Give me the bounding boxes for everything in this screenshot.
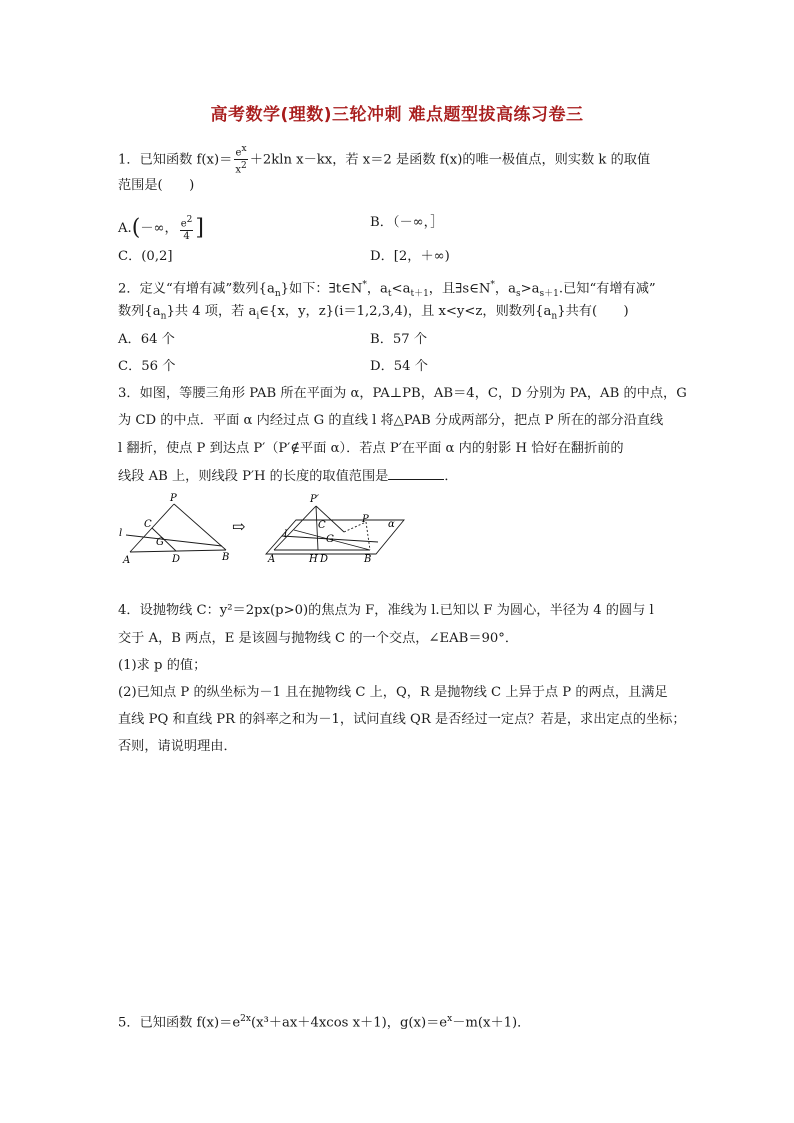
q2-l1-a: 2．定义“有增有减”数列{a (118, 281, 275, 297)
q1-line2: 范围是( ) (118, 178, 195, 193)
q3-line3: l 翻折，使点 P 到达点 P′（P′∉平面 α）．若点 P′在平面 α 内的射影 H 恰好在翻折前的 (118, 441, 624, 456)
fig2-label-A: A (268, 554, 276, 565)
q4-part2-line2: 直线 PQ 和直线 PR 的斜率之和为－1，试问直线 QR 是否经过一定点？若是，求出定点的坐标； (118, 712, 686, 727)
q1-line1 (118, 143, 650, 177)
q5-a: 5．已知函数 f(x)＝e (118, 1015, 241, 1031)
fig-arrow-icon: ⇨ (232, 517, 246, 536)
q4-part1: (1)求 p 的值； (118, 658, 207, 673)
fig2-dashed-PB (366, 522, 370, 550)
q2-l2-c: ∈{x，y，z}(i＝1,2,3,4)，且 x<y<z，则数列{a (259, 304, 552, 319)
q1-option-c: C．(0,2] (118, 249, 173, 264)
q1-frac-den-sup: 2 (240, 161, 247, 172)
q1-option-a-num-sup: 2 (186, 215, 193, 225)
fig-label-G: G (156, 537, 164, 548)
q2-option-c: C．56 个 (118, 359, 176, 374)
q1-option-d: D．[2，＋∞) (370, 249, 450, 264)
q2-l1-sup-star2: * (490, 280, 495, 290)
fig2-label-H: H (309, 554, 318, 565)
q2-l2-sub-i: i (256, 311, 260, 322)
q2-l1-sub-t1: t＋1 (410, 289, 429, 300)
q1-suffix: ＋2kln x－kx，若 x＝2 是函数 f(x)的唯一极值点，则实数 k 的取值 (249, 152, 651, 168)
q1-option-a-den: 4 (183, 231, 190, 243)
q1-frac-num-sup: x (241, 144, 247, 154)
fig2-label-G: G (326, 534, 334, 545)
q1-option-a: A.(－∞， $\frac{e^2}{4}$ ] (118, 215, 204, 243)
q2-option-d: D．54 个 (370, 359, 428, 374)
fig-label-C: C (144, 519, 152, 530)
q4-line2: 交于 A，B 两点，E 是该圆与抛物线 C 的一个交点，∠EAB＝90°． (118, 631, 519, 646)
q1-option-a-fraction (180, 214, 194, 243)
q3-line1: 3．如图，等腰三角形 PAB 所在平面为 α，PA⊥PB，AB＝4，C，D 分别为 PA，AB 的中点，G (118, 386, 687, 401)
q2-l2-sub-n2: n (551, 311, 558, 322)
q2-l1-sup-star: * (362, 280, 367, 290)
q2-line1 (118, 276, 656, 303)
q4-part2-line1: (2)已知点 P 的纵坐标为－1 且在抛物线 C 上，Q，R 是抛物线 C 上异于点 P 的两点，且满足 (118, 685, 668, 700)
fig-label-B: B (222, 552, 230, 563)
q1-option-b: B．（－∞，］ (370, 215, 444, 230)
q3-line4-end: ． (444, 469, 458, 484)
fig2-label-l: l (284, 529, 288, 540)
q3-line2: 为 CD 的中点．平面 α 内经过点 G 的直线 l 将△PAB 分成两部分，把点 P 所在的部分沿直线 (118, 413, 664, 428)
q1-option-a-left: －∞， (140, 221, 178, 237)
q2-option-b: B．57 个 (370, 332, 428, 347)
q2-l2-sub-n: n (160, 311, 167, 322)
q3-line4-text: 线段 AB 上，则线段 P′H 的长度的取值范围是 (118, 469, 389, 484)
q2-l2-b: }共 4 项，若 a (166, 304, 257, 319)
fig-line-AB (130, 550, 226, 552)
fig-label-P: P (170, 493, 177, 504)
q5-sup1: 2x (240, 1014, 251, 1024)
q2-l1-d: <a (391, 281, 411, 297)
q2-l1-e: ，且∃s∈N (428, 281, 491, 297)
q3-line4 (118, 467, 458, 486)
q1-frac-den: x (235, 164, 241, 176)
q4-line1: 4．设抛物线 C：y²＝2px(p>0)的焦点为 F，准线为 l.已知以 F 为圆心，半径为 4 的圆与 l (118, 603, 654, 618)
q5-c: －m(x＋1)． (452, 1015, 531, 1031)
q2-l1-sub-t: t (387, 289, 392, 300)
q2-option-a: A．64 个 (118, 332, 175, 347)
fig2-label-B: B (364, 554, 372, 565)
q1-option-a-label: A. (118, 221, 132, 237)
q2-l1-h: .已知“有增有减” (558, 281, 656, 297)
q5-b: (x³＋ax＋4xcos x＋1)，g(x)＝e (250, 1015, 448, 1031)
fig-label-D: D (172, 554, 181, 565)
geometry-figure (118, 492, 418, 568)
q1-fraction (234, 143, 247, 177)
answer-blank (388, 467, 444, 480)
q4-part2-line3: 否则，请说明理由． (118, 739, 237, 754)
q5-line1 (118, 1010, 530, 1032)
q2-l1-b: }如下：∃t∈N (280, 281, 363, 297)
q1-prefix: 1．已知函数 f(x)＝ (118, 152, 233, 168)
q2-line2 (118, 303, 629, 326)
fig2-label-C: C (318, 520, 326, 531)
q1-option-a-num: e (180, 218, 187, 230)
q2-l1-c: ，a (366, 281, 388, 297)
q1-frac-num: e (235, 147, 242, 159)
fig-label-P-prime: P′ (310, 494, 319, 505)
page-title: 高考数学(理数)三轮冲刺 难点题型拔高练习卷三 (210, 105, 584, 125)
fig2-label-P: P (362, 514, 369, 525)
q5-sup2: x (447, 1014, 453, 1024)
fig-label-A: A (123, 555, 131, 566)
figure-triangle-before (126, 504, 226, 552)
q2-l1-sub-s: s (515, 289, 521, 300)
fig-label-l: l (119, 528, 123, 539)
q2-l1-f: ，a (494, 281, 516, 297)
q2-l1-g: >a (520, 281, 540, 297)
fig2-label-D: D (320, 554, 329, 565)
q2-l2-a: 数列{a (118, 304, 161, 319)
fig-label-alpha: α (388, 519, 395, 530)
q2-l1-sub-s1: s＋1 (539, 289, 559, 300)
fig2-line-PA (274, 506, 316, 550)
q2-l2-d: }共有( ) (557, 304, 629, 319)
q2-l1-sub-n: n (274, 289, 281, 300)
